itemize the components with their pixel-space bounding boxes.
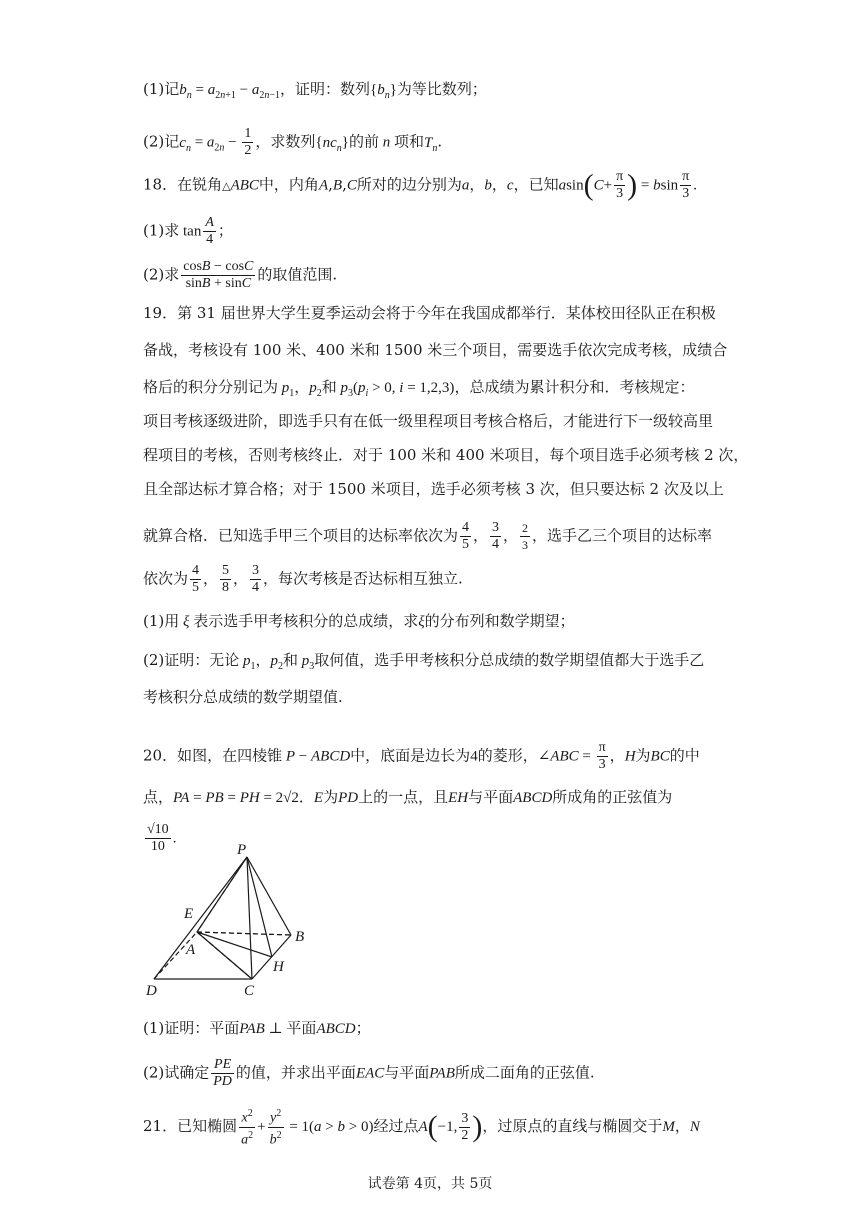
q19-line7: 就算合格．已知选手甲三个项目的达标率依次为 $\frac{4}{5}$ ， $\frac{3}{4}$ ， $\frac{2}{3}$ ，选手乙三个项目的达标率 (143, 520, 713, 552)
segment-EH (197, 932, 272, 957)
q19-part1: (1)用 ξ 表示选手甲考核积分的总成绩，求ξ的分布列和数学期望； (143, 612, 575, 630)
q18-part1: (1)求 tan $\frac{A}{4}$ ； (143, 215, 233, 247)
q19-line3: 格后的积分分别记为 $p_1$，$p_2$和 $p_3(p_i > 0$, i = 1,2,3)，总成绩为累计积分和．考核规定： (143, 378, 695, 399)
q19-line2: 备战，考核设有 100 米、400 米和 1500 米三个项目，需要选手依次完成考核，成绩合 (143, 341, 728, 359)
edge-AB (197, 932, 291, 935)
q19-line6: 且全部达标才算合格；对于 1500 米项目，选手必须考核 3 次，但只要达标 2 次及以上 (143, 480, 724, 498)
label-H: H (273, 959, 284, 975)
segment-EB (197, 932, 291, 935)
q19-part2-cont: 考核积分总成绩的数学期望值. (143, 688, 343, 706)
q18-stem: 18．在锐角△ABC中，内角A,B,C所对的边分别为a，b，c，已知asin(C+ $\frac{\pi}{3}$ ) = bsin $\frac{\pi}{3}$ . (143, 168, 697, 202)
label-C: C (244, 983, 255, 999)
label-B: B (295, 929, 305, 945)
q19-line4: 项目考核逐级进阶，即选手只有在低一级里程项目考核合格后，才能进行下一级较高里 (143, 412, 714, 430)
q20-line1: 20．如图，在四棱锥 P − ABCD中，底面是边长为4的菱形，∠ABC = $\frac{\pi}{3}$ ，H为BC的中 (143, 740, 700, 772)
page-footer: 试卷第 4页，共 5页 (367, 1176, 493, 1192)
q17-part2: (2)记$c_n = a_{2n}$ − $\frac{1}{2}$ ，求数列$\{nc_n\}$的前 n 项和$T_n$. (143, 126, 443, 158)
label-E: E (184, 906, 194, 922)
q19-line1: 19．第 31 届世界大学生夏季运动会将于今年在我国成都举行．某体校田径队正在积极 (143, 304, 716, 322)
edge-PD (154, 857, 247, 979)
q21-line1: 21．已知椭圆 $\frac{x^2}{a^2}$ + $\frac{y^2}{b^2}$ = 1(a > b > 0)经过点A(−1, $\frac{3}{2}$ )，过原点的直线与椭圆交于M，N (143, 1108, 700, 1148)
q20-line2: 点，PA = PB = PH = 2√2．E为PD上的一点，且EH与平面ABCD所成角的正弦值为 (143, 788, 673, 806)
q20-part1: (1)证明：平面PAB ⊥ 平面ABCD； (143, 1019, 371, 1037)
q19-line8: 依次为 $\frac{4}{5}$ ， $\frac{5}{8}$ ， $\frac{3}{4}$ ，每次考核是否达标相互独立. (143, 563, 463, 595)
q20-part2: (2)试确定 $\frac{PE}{PD}$ 的值，并求出平面EAC与平面PAB所成二面角的正弦值. (143, 1057, 595, 1089)
q19-line5: 程项目的考核，否则考核终止．对于 100 米和 400 米项目，每个项目选手必须考核 2 次， (143, 446, 749, 464)
label-A: A (186, 942, 196, 958)
label-D: D (146, 983, 157, 999)
pyramid-figure (140, 840, 320, 1000)
q17-part1: (1)记$b_n = a_{2n+1} - a_{2n-1}$，证明：数列$\{b_n\}$为等比数列； (143, 80, 487, 101)
edge-PB (247, 857, 291, 935)
q19-part2: (2)证明：无论 $p_1$，$p_2$和 $p_3$取何值，选手甲考核积分总成绩的数学期望值都大于选手乙 (143, 651, 705, 672)
q20-sine-value: $\frac{√10}{10}$ . (147, 822, 177, 854)
label-P: P (237, 842, 247, 858)
q18-part2: (2)求 $\frac{\cos B - \cos C}{\sin B + \sin C}$ 的取值范围. (143, 259, 338, 291)
